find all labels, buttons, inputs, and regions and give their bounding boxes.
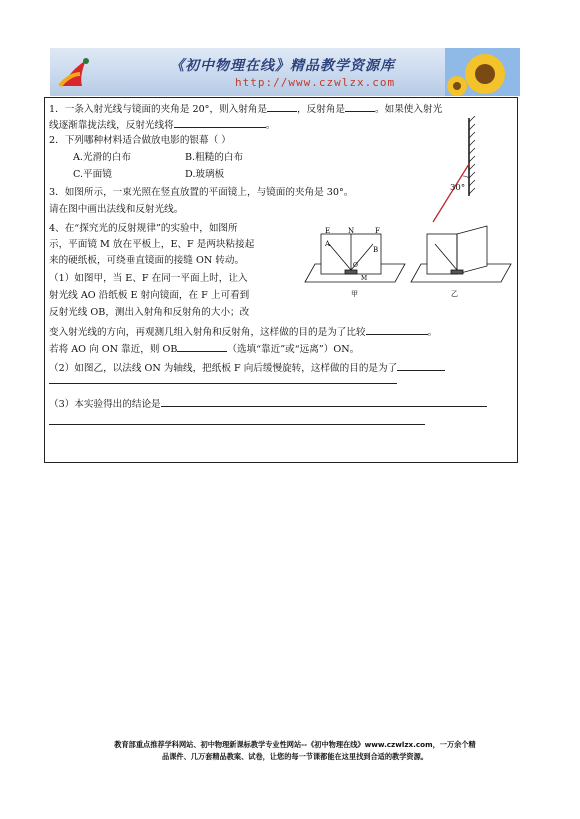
q4-blank-conclusion[interactable] — [161, 396, 487, 407]
footer-line2: 品课件、几万套精品教案、试卷，让您的每一节课都能在这里找到合适的教学资源。 — [162, 752, 428, 761]
reflection-experiment-figure — [301, 222, 515, 304]
logo-icon — [56, 52, 96, 92]
banner — [50, 48, 520, 96]
q4-line7 — [49, 324, 437, 339]
q4-blank-compare[interactable] — [366, 324, 428, 335]
q1-line2 — [49, 117, 275, 132]
footer-line1: 教育部重点推荐学科网站、初中物理新课标教学专业性网站--《初中物理在线》www.czwlzx.com，一万余个精 — [114, 740, 476, 749]
q4-blank-purpose[interactable] — [397, 360, 445, 371]
q3-text-2: 请在图中画出法线和反射光线。 — [49, 204, 184, 215]
q2-stem: 2．下列哪种材料适合做放电影的银幕（ ） — [49, 135, 231, 146]
q2-option-c[interactable]: C.平面镜 — [73, 169, 112, 180]
q4-line11-text: （3）本实验得出的结论是 — [49, 399, 161, 410]
q1-blank-incidence[interactable] — [267, 101, 297, 112]
q4-line7-end: 。 — [427, 327, 438, 338]
q4-line3: 来的硬纸板，可绕垂直镜面的接缝 ON 转动。 — [49, 255, 245, 266]
q1-text-a: 1．一条入射光线与镜面的夹角是 20°，则入射角是 — [49, 104, 268, 115]
q4-line7-text: 变入射光线的方向，再观测几组入射角和反射角，这样做的目的是为了比较 — [49, 327, 366, 338]
q1-blank-reflection[interactable] — [345, 101, 375, 112]
q3-text-1: 3．如图所示，一束光照在竖直放置的平面镜上，与镜面的夹角是 30°。 — [49, 187, 354, 198]
answer-line-conclusion[interactable] — [49, 424, 425, 425]
q4-blank-direction[interactable] — [177, 341, 227, 352]
q2-option-d[interactable]: D.玻璃板 — [185, 169, 225, 180]
q1-text-c: 。如果使入射光 — [375, 104, 443, 115]
q1-text-d: 线逐渐靠拢法线，反射光线将 — [49, 120, 174, 131]
q4-line9 — [49, 360, 445, 375]
mirror-figure — [429, 116, 489, 226]
q2-option-a[interactable]: A.光滑的白布 — [73, 152, 131, 163]
q4-line4: （1）如图甲，当 E、F 在同一平面上时，让入 — [49, 273, 248, 284]
q3-angle-label: 30° — [450, 183, 466, 193]
q2-option-b[interactable]: B.粗糙的白布 — [185, 152, 244, 163]
q4-line8-text-a: 若将 AO 向 ON 靠近，则 OB — [49, 344, 178, 355]
label-f: F — [375, 227, 380, 235]
q4-line9-text: （2）如图乙，以法线 ON 为轴线，把纸板 F 向后缓慢旋转，这样做的目的是为了 — [49, 363, 398, 374]
label-jia: 甲 — [351, 290, 358, 298]
q4-line8-text-b: （选填“靠近”或“远离”）ON。 — [227, 344, 360, 355]
q4-line8 — [49, 341, 359, 356]
q1-line1 — [49, 101, 442, 116]
q4-line2: 示，平面镜 M 放在平板上，E、F 是两块粘接起 — [49, 239, 255, 250]
q4-line5: 射光线 AO 沿纸板 E 射向镜面，在 F 上可看到 — [49, 290, 250, 301]
label-o: O — [353, 262, 358, 269]
q1-text-b: ，反射角是 — [297, 104, 346, 115]
banner-title: 《初中物理在线》精品教学资源库 — [170, 58, 395, 74]
answer-line-purpose[interactable] — [49, 383, 397, 384]
label-b: B — [373, 246, 379, 254]
q4-line11 — [49, 396, 487, 411]
label-m: M — [361, 275, 368, 282]
q4-line1: 4、在“探究光的反射规律”的实验中，如图所 — [49, 223, 238, 234]
sunflower-icon — [445, 48, 520, 96]
q1-text-e: 。 — [265, 120, 276, 131]
label-a: A — [325, 240, 331, 248]
label-e: E — [325, 227, 331, 235]
q1-blank-change[interactable] — [174, 117, 266, 128]
question-box — [44, 97, 518, 463]
q4-line6: 反射光线 OB，测出入射角和反射角的大小；改 — [49, 307, 250, 318]
label-n: N — [348, 227, 355, 235]
banner-url[interactable]: http://www.czwlzx.com — [235, 76, 396, 89]
label-yi: 乙 — [451, 290, 458, 298]
